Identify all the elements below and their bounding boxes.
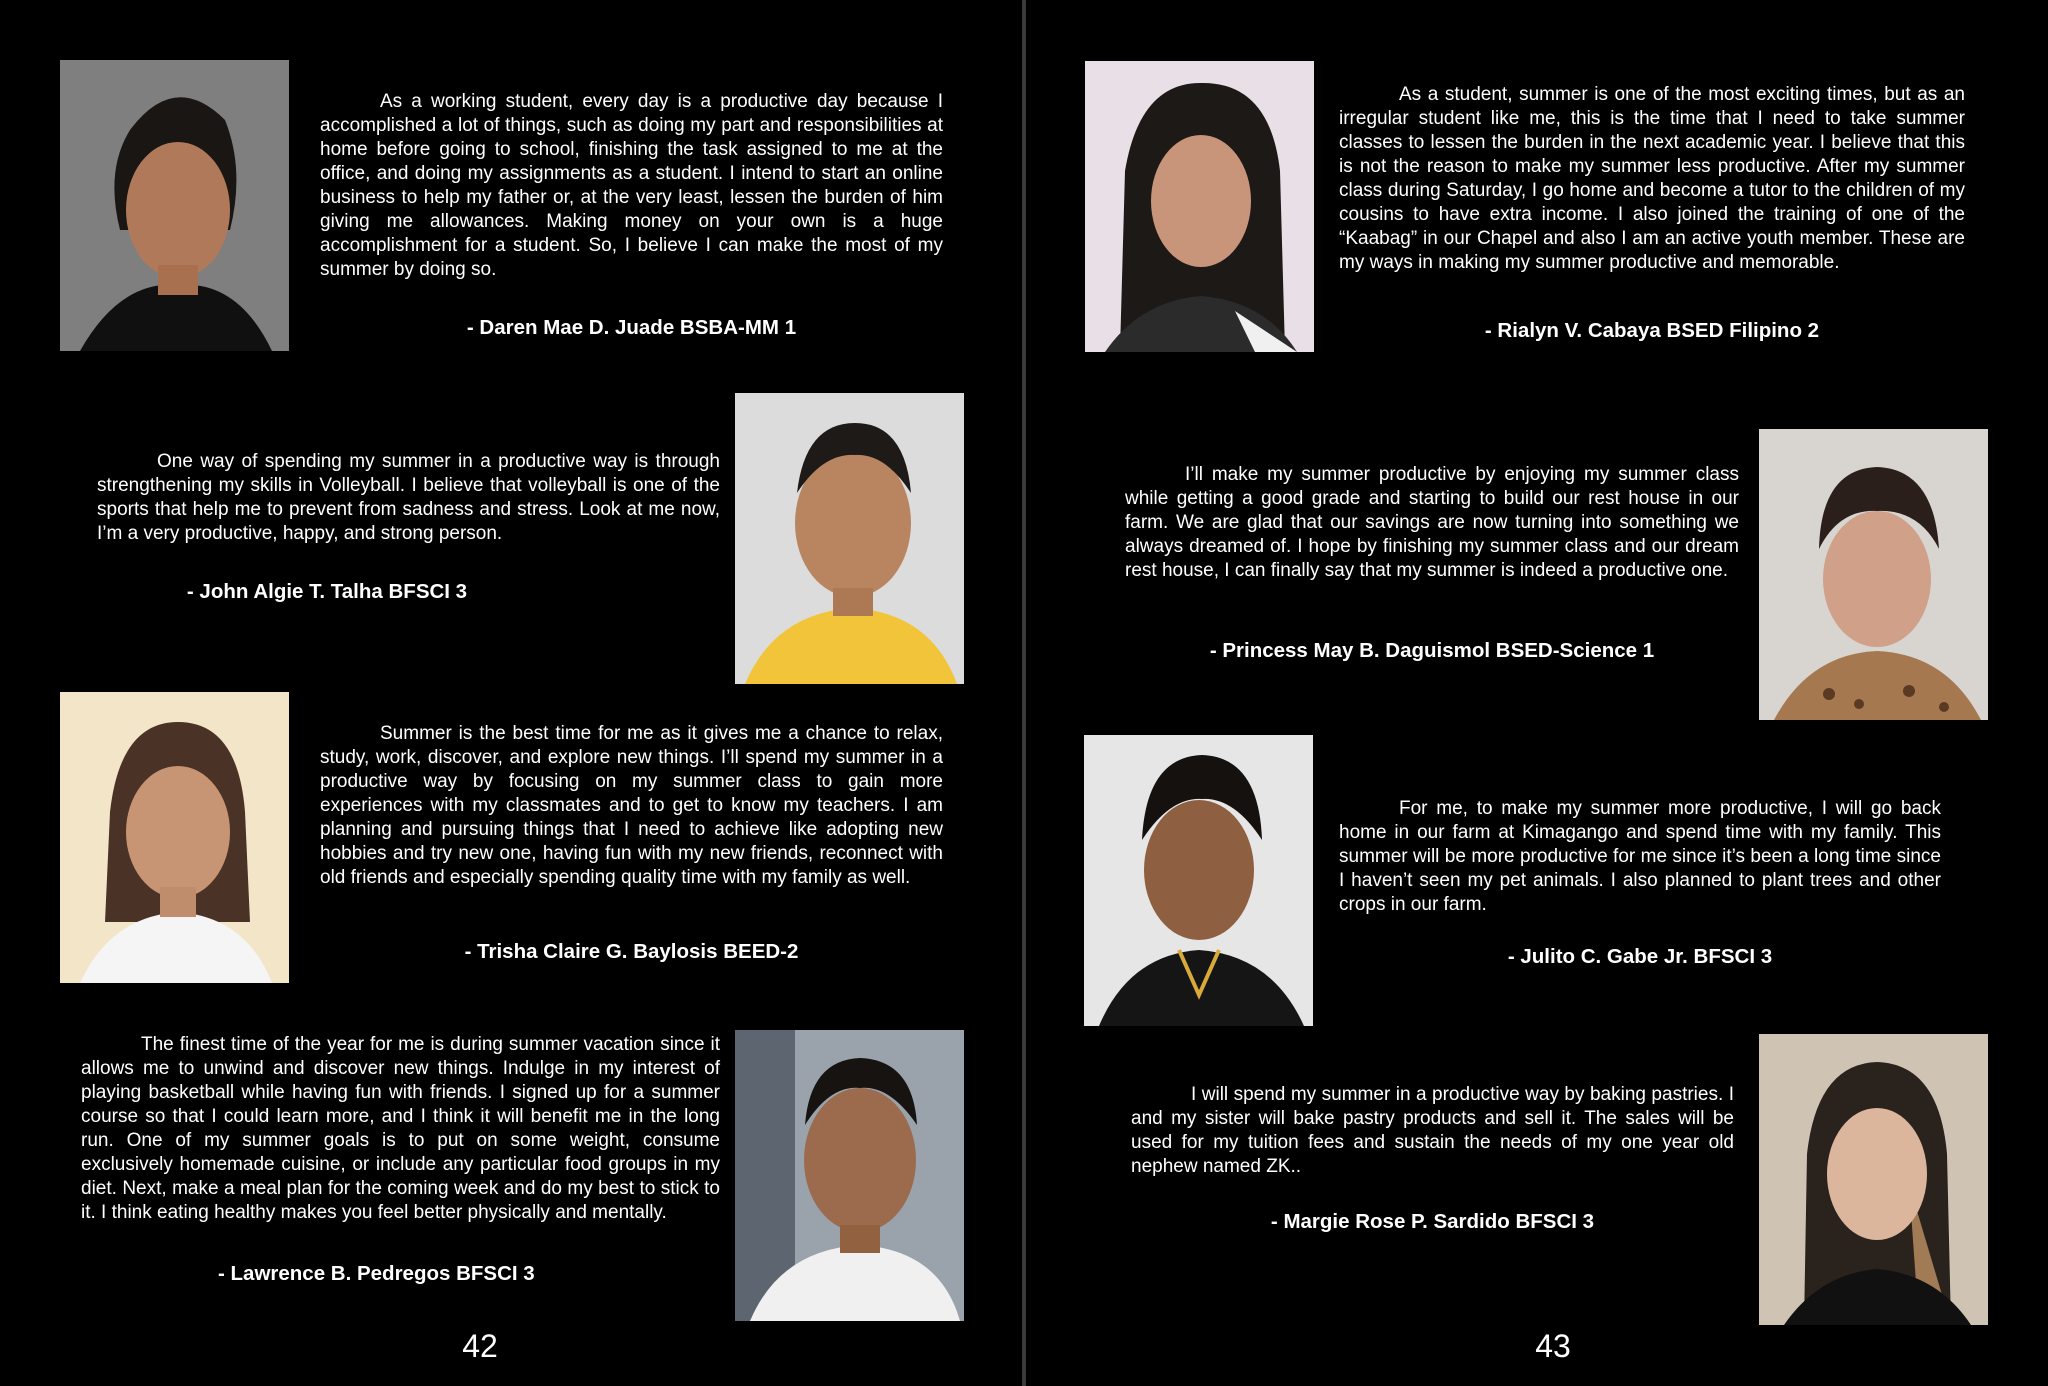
portrait-image (1084, 735, 1313, 1026)
entry-text: I will spend my summer in a productive way by baking pastries. I and my sister will bake pastry products and sell it. The sales will be used for my tuition fees and sustain the needs of my one year old nephew named ZK.. (1131, 1084, 1734, 1177)
page-number: 42 (462, 1328, 498, 1364)
entry-text: For me, to make my summer more productive, I will go back home in our farm at Kimagango and spend time with my family. This summer will be more productive for me since it’s been a long time since I haven’t seen my pet animals. I also planned to plant trees and other crops in our farm. (1339, 798, 1941, 915)
entry-author: - Trisha Claire G. Baylosis BEED-2 (464, 940, 799, 963)
portrait-image (735, 393, 964, 684)
portrait-image (1759, 429, 1988, 720)
student-photo-rialyn (1085, 61, 1314, 352)
entry-author: - Princess May B. Daguismol BSED-Science 1 (1209, 639, 1655, 662)
entry-text: The finest time of the year for me is during summer vacation since it allows me to unwind and discover new things. Indulge in my interest of playing basketball while having fun with friends. I signed up for a summer course so that I could learn more, and I think it will benefit me in the long run. One of my summer goals is to put on some weight, consume exclusively homemade cuisine, or include any particular food groups in my diet. Next, make a meal plan for the coming week and do my best to stick to it. I think eating healthy makes you feel better physically and mentally. (81, 1034, 720, 1223)
portrait-image (1759, 1034, 1988, 1325)
entry-text: Summer is the best time for me as it gives me a chance to relax, study, work, discover, and explore new things. I’ll spend my summer in a productive way by focusing on my summer class to gain more experiences with my classmates and to get to know my teachers. I am planning and pursuing things that I need to achieve like adopting new hobbies and try new one, having fun with my new friends, reconnect with old friends and especially spending quality time with my family as well. (320, 723, 943, 888)
student-photo-john (735, 393, 964, 684)
entry-author: - Julito C. Gabe Jr. BFSCI 3 (1507, 945, 1773, 968)
entry-author: - Lawrence B. Pedregos BFSCI 3 (218, 1262, 535, 1285)
entry-author: - John Algie T. Talha BFSCI 3 (186, 580, 468, 603)
entry-text: I’ll make my summer productive by enjoying my summer class while getting a good grade and starting to build our rest house in our farm. We are glad that our savings are now turning into something we always dreamed of. I hope by finishing my summer class and our dream rest house, I can finally say that my summer is indeed a productive one. (1125, 464, 1739, 581)
right-page (1026, 0, 2048, 1386)
portrait-image (1085, 61, 1314, 352)
page-number: 43 (1535, 1328, 1571, 1364)
student-photo-daren (60, 60, 289, 351)
portrait-image (60, 692, 289, 983)
left-page (0, 0, 1022, 1386)
portrait-image (60, 60, 289, 351)
entry-author: - Margie Rose P. Sardido BFSCI 3 (1270, 1210, 1595, 1233)
entry-author: - Daren Mae D. Juade BSBA-MM 1 (466, 316, 797, 339)
entry-author: - Rialyn V. Cabaya BSED Filipino 2 (1484, 319, 1820, 342)
entry-text: As a working student, every day is a productive day because I accomplished a lot of things, such as doing my part and responsibilities at home before going to school, finishing the task assigned to me at the office, and doing my assignments as a student. I intend to start an online business to help my father or, at the very least, lessen the burden of him giving me allowances. Making money on your own is a huge accomplishment for a student. So, I believe I can make the most of my summer by doing so. (320, 91, 943, 280)
portrait-image (735, 1030, 964, 1321)
student-photo-lawrence (735, 1030, 964, 1321)
student-photo-margie (1759, 1034, 1988, 1325)
student-photo-trisha (60, 692, 289, 983)
student-photo-julito (1084, 735, 1313, 1026)
entry-text: One way of spending my summer in a productive way is through strengthening my skills in Volleyball. I believe that volleyball is one of the sports that help me to prevent from sadness and stress. Look at me now, I’m a very productive, happy, and strong person. (97, 451, 720, 544)
student-photo-princess (1759, 429, 1988, 720)
entry-text: As a student, summer is one of the most exciting times, but as an irregular student like me, this is the time that I need to take summer classes to lessen the burden in the next academic year. I believe that this is not the reason to make my summer less productive. After my summer class during Saturday, I go home and become a tutor to the children of my cousins to have extra income. I also joined the training of one of the “Kaabag” in our Chapel and also I am an active youth member. These are my ways in making my summer productive and memorable. (1339, 84, 1965, 273)
